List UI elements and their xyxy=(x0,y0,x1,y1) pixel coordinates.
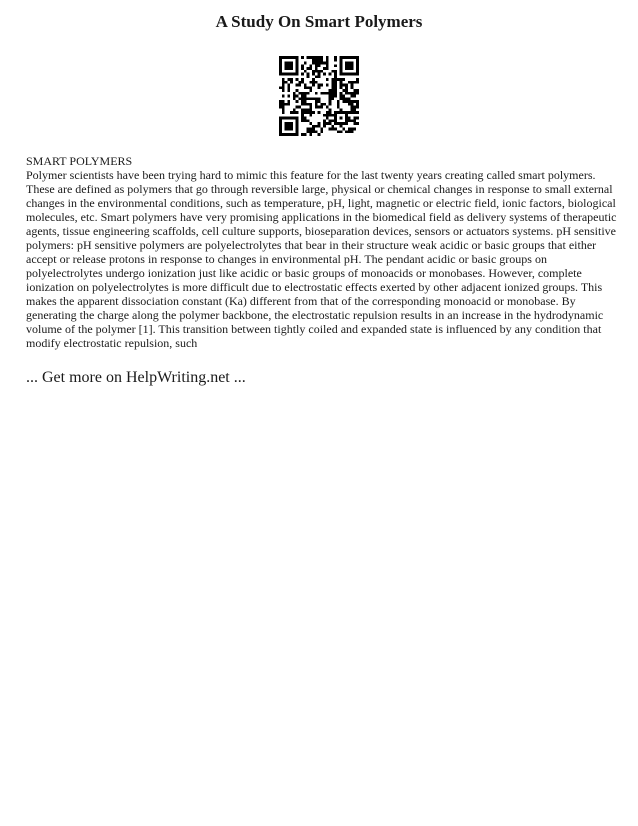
body-line: ionization on polyelectrolytes is more difficult due to electrostatic effects exerted by other adjacent ionized groups. This xyxy=(26,280,603,294)
body-line: molecules, etc. Smart polymers have very promising applications in the biomedical field as delivery systems of therapeutic xyxy=(26,210,617,224)
get-more-link[interactable]: ... Get more on HelpWriting.net ... xyxy=(26,369,246,386)
section-heading: SMART POLYMERS xyxy=(26,154,133,168)
body-line: Polymer scientists have been trying hard to mimic this feature for the last twenty years creating called smart polymers. xyxy=(26,168,596,182)
body-line: generating the charge along the polymer backbone, the electrostatic repulsion results in an increase in the hydrodynamic xyxy=(26,308,604,322)
body-line: These are defined as polymers that go through reversible large, physical or chemical changes in response to small external xyxy=(26,182,613,196)
body-line: volume of the polymer [1]. This transition between tightly coiled and expanded state is influenced by any condition that xyxy=(26,322,602,336)
qr-code-icon xyxy=(279,56,359,136)
body-line: modify electrostatic repulsion, such xyxy=(26,336,198,350)
page-title: A Study On Smart Polymers xyxy=(215,12,423,31)
body-line: polymers: pH sensitive polymers are polyelectrolytes that bear in their structure weak acidic or basic groups that either xyxy=(26,238,597,252)
body-line: accept or release protons in response to changes in environmental pH. The pendant acidic or basic groups on xyxy=(26,252,547,266)
body-line: agents, tissue engineering scaffolds, cell culture supports, bioseparation devices, sensors or actuators systems. pH sensitive xyxy=(26,224,616,238)
body-line: polyelectrolytes undergo ionization just like acidic or basic groups of monoacids or monobases. However, complete xyxy=(26,266,582,280)
body-line: changes in the environmental conditions, such as temperature, pH, light, magnetic or electric field, ionic factors, biological xyxy=(26,196,616,210)
body-line: makes the apparent dissociation constant (Ka) different from that of the corresponding monoacid or monobase. By xyxy=(26,294,576,308)
